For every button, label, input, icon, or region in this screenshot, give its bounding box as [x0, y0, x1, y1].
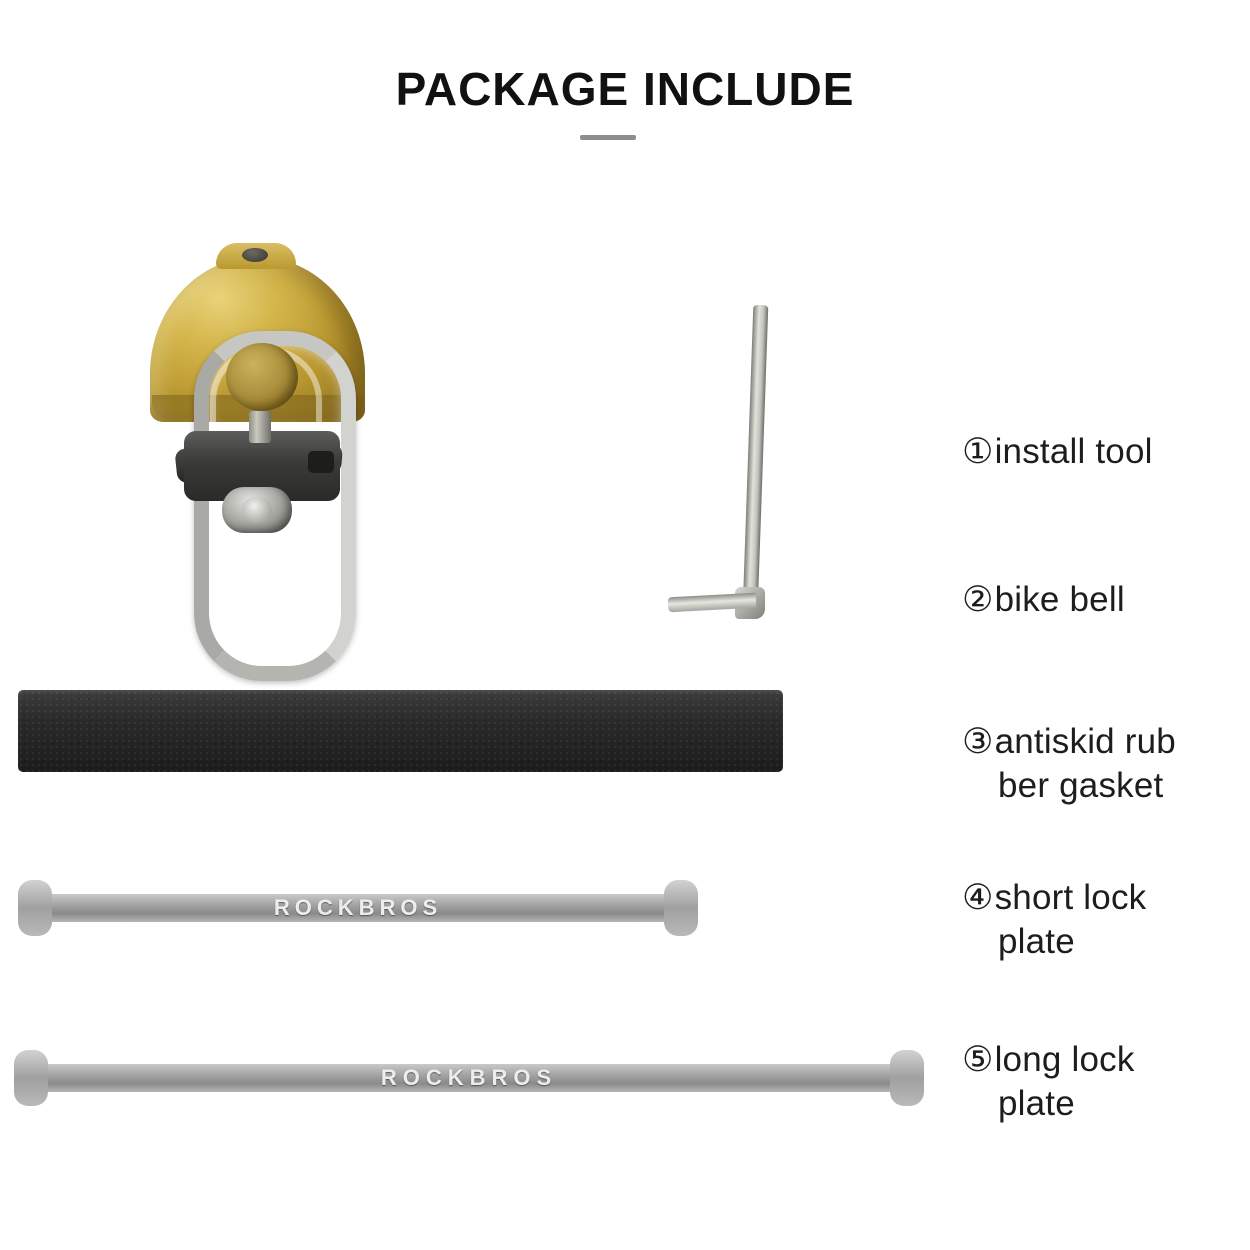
list-number-3: ③: [962, 722, 994, 761]
list-label-4: short lock: [994, 878, 1147, 917]
list-item-long-lock-plate: [962, 1038, 1135, 1126]
gasket-texture: [18, 690, 783, 772]
list-label-2: bike bell: [994, 580, 1125, 619]
list-number-5: ⑤: [962, 1040, 994, 1079]
bell-clamp-pin-center: [242, 497, 272, 523]
list-item-bike-bell: [962, 578, 1125, 622]
page-title: PACKAGE INCLUDE: [395, 63, 855, 115]
list-item-antiskid-rubber-gasket: [962, 720, 1176, 808]
list-label-3: antiskid rub: [994, 722, 1176, 761]
title-divider: [580, 135, 636, 140]
bike-bell-image: [130, 235, 390, 665]
list-item-install-tool: [962, 430, 1153, 474]
short-lock-plate-image: [18, 880, 698, 936]
long-plate-brand: ROCKBROS: [380, 1065, 558, 1090]
bell-center-hub: [226, 343, 298, 411]
list-item-short-lock-plate: [962, 876, 1146, 964]
list-number-2: ②: [962, 580, 994, 619]
long-lock-plate-image: [14, 1050, 924, 1106]
list-label-3-line2: ber gasket: [998, 766, 1164, 805]
list-number-1: ①: [962, 432, 994, 471]
antiskid-rubber-gasket-image: [18, 690, 783, 772]
allen-key-long-arm: [743, 305, 769, 610]
list-label-4-line2: plate: [998, 922, 1075, 961]
short-plate-brand: ROCKBROS: [273, 895, 443, 920]
list-number-4: ④: [962, 878, 994, 917]
list-label-1: install tool: [994, 432, 1153, 471]
list-label-5: long lock: [994, 1040, 1135, 1079]
bell-center-screw: [249, 411, 271, 443]
bell-top-screw: [242, 248, 268, 262]
list-label-5-line2: plate: [998, 1084, 1075, 1123]
bell-clamp-nub: [308, 451, 334, 473]
